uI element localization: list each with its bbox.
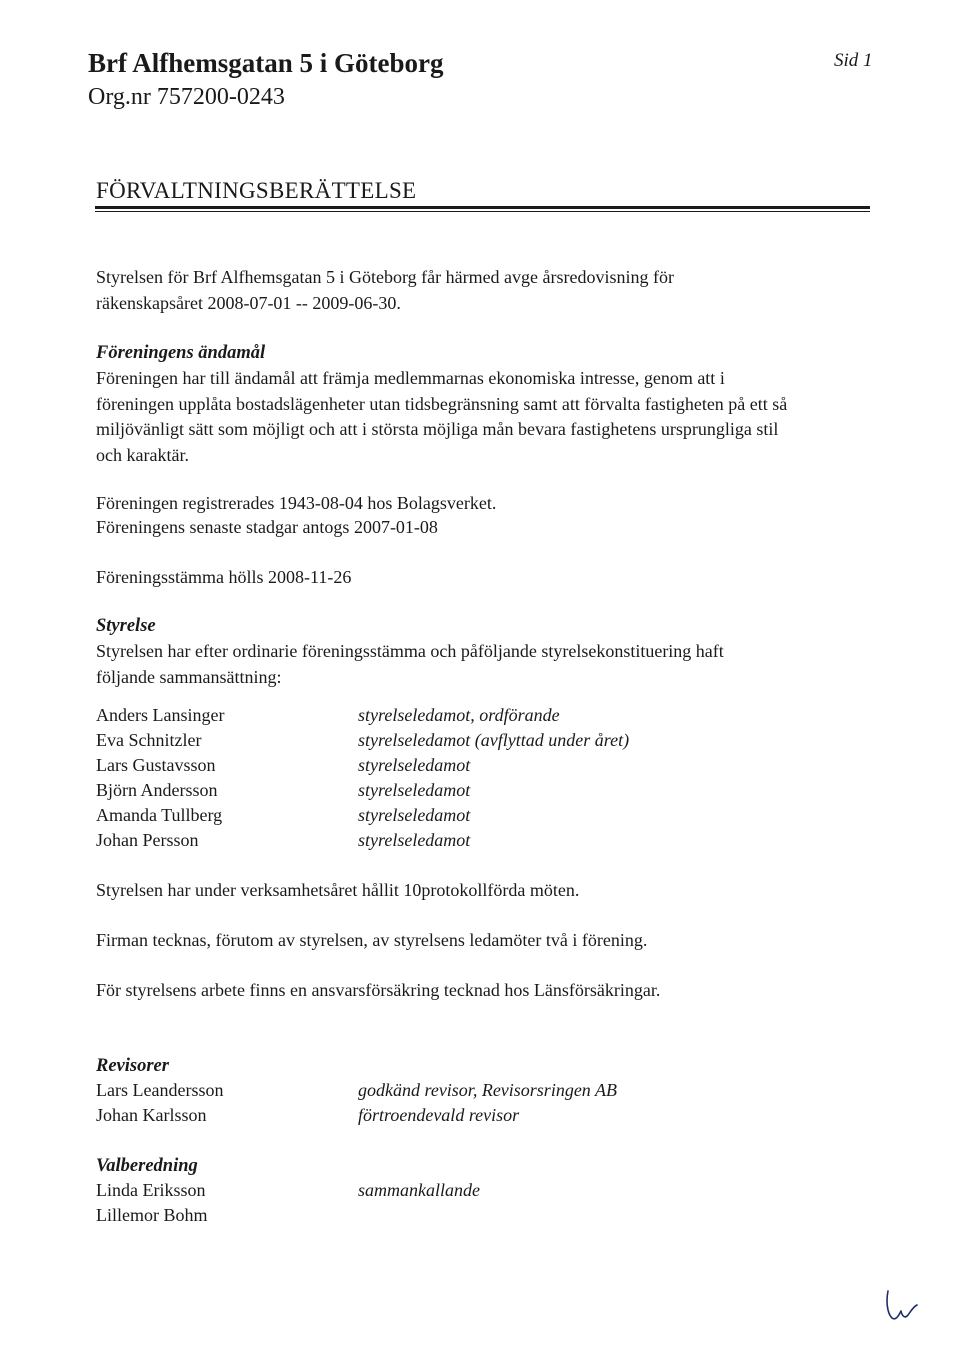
member-role: styrelseledamot (avflyttad under året) — [358, 730, 630, 750]
board-meetings-line: Styrelsen har under verksamhetsåret hållit 10protokollförda möten. — [96, 880, 580, 900]
member-role: styrelseledamot — [358, 755, 471, 775]
purpose-paragraph: Föreningen har till ändamål att främja medlemmarnas ekonomiska intresse, genom att i föreningen upplåta bostadslägenheter utan tidsbegränsning samt att förvalta fastigheten på ett så miljövänligt sätt som möjligt och att i största möjliga mån bevara fastighetens ursprungliga stil och karaktär. — [96, 368, 788, 465]
insurance-line: För styrelsens arbete finns en ansvarsförsäkring tecknad hos Länsförsäkringar. — [96, 980, 661, 1000]
member-role: styrelseledamot — [358, 805, 471, 825]
meeting-line: Föreningsstämma hölls 2008-11-26 — [96, 567, 352, 587]
auditor-name: Johan Karlsson — [96, 1105, 207, 1125]
member-name: Amanda Tullberg — [96, 805, 223, 825]
page-number: Sid 1 — [834, 50, 873, 71]
member-name: Lars Gustavsson — [96, 755, 216, 775]
title-rule-thin — [95, 211, 870, 212]
organization-number: Org.nr 757200-0243 — [88, 84, 285, 110]
member-name: Eva Schnitzler — [96, 730, 202, 750]
board-intro: Styrelsen har efter ordinarie föreningsstämma och påföljande styrelsekonstituering haft följande sammansättning: — [96, 641, 724, 687]
auditor-name: Lars Leandersson — [96, 1080, 224, 1100]
member-name: Björn Andersson — [96, 780, 218, 800]
statutes-line: Föreningens senaste stadgar antogs 2007-01-08 — [96, 517, 438, 537]
report-title: FÖRVALTNINGSBERÄTTELSE — [96, 178, 417, 203]
nomination-name: Lillemor Bohm — [96, 1205, 208, 1225]
member-role: styrelseledamot — [358, 830, 471, 850]
member-name: Johan Persson — [96, 830, 199, 850]
nomination-role: sammankallande — [358, 1180, 480, 1200]
auditor-role: förtroendevald revisor — [358, 1105, 520, 1125]
member-role: styrelseledamot, ordförande — [358, 705, 560, 725]
handwritten-initials-signature — [882, 1285, 922, 1325]
registration-line: Föreningen registrerades 1943-08-04 hos Bolagsverket. — [96, 493, 497, 513]
member-role: styrelseledamot — [358, 780, 471, 800]
nomination-name: Linda Eriksson — [96, 1180, 206, 1200]
title-rule-thick — [95, 206, 870, 209]
member-name: Anders Lansinger — [96, 705, 225, 725]
organization-name: Brf Alfhemsgatan 5 i Göteborg — [88, 48, 444, 78]
nomination-heading: Valberedning — [96, 1156, 198, 1176]
intro-paragraph: Styrelsen för Brf Alfhemsgatan 5 i Göteborg får härmed avge årsredovisning för räkenskapsåret 2008-07-01 -- 2009-06-30. — [96, 267, 675, 313]
purpose-heading: Föreningens ändamål — [96, 343, 266, 363]
auditors-heading: Revisorer — [96, 1056, 169, 1076]
signing-rule-line: Firman tecknas, förutom av styrelsen, av styrelsens ledamöter två i förening. — [96, 930, 648, 950]
board-heading: Styrelse — [96, 616, 156, 636]
auditor-role: godkänd revisor, Revisorsringen AB — [358, 1080, 617, 1100]
